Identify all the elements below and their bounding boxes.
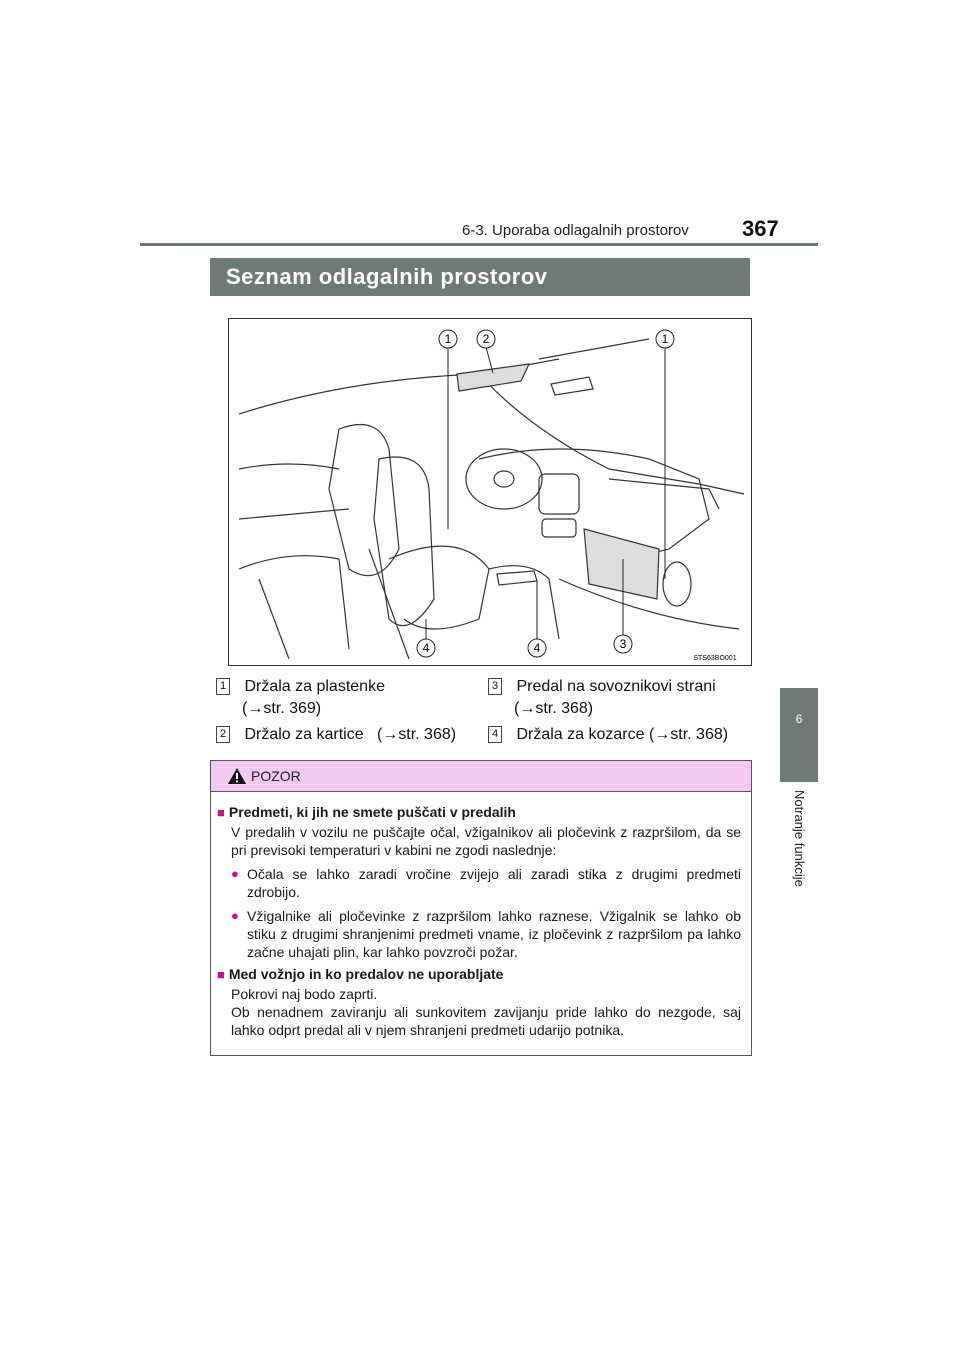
warning-line-1: Pokrovi naj bodo zaprti.	[231, 986, 378, 1002]
callout-4-left: 4	[422, 641, 430, 655]
warning-header	[211, 761, 751, 792]
legend-text-4: Držala za kozarce (→str. 368)	[516, 726, 729, 743]
car-interior-drawing	[229, 319, 751, 665]
dot-bullet-icon: ●	[231, 908, 239, 923]
legend-item-2	[216, 724, 456, 746]
square-bullet-icon: ■	[217, 967, 225, 982]
warning-line-2: Ob nenadnem zaviranju ali sunkovitem zavijanju pride lahko do nezgode, saj lahko odprt predal ali v njem shranjeni predmeti udarijo potnika.	[231, 1004, 741, 1038]
chapter-number: 6	[795, 712, 803, 726]
chapter-label-text: Notranje funkcije	[792, 790, 807, 887]
callout-3: 3	[619, 637, 627, 651]
section-title: Seznam odlagalnih prostorov	[226, 264, 548, 289]
legend-num-2: 2	[216, 726, 230, 743]
warning-intro-1: V predalih v vozilu ne puščajte očal, vžigalnikov ali pločevink z razpršilom, da se pri previsoki temperaturi v kabini ne zgodi naslednje:	[231, 824, 741, 858]
callout-1-left: 1	[444, 332, 452, 346]
legend-ref-1: (→str. 369)	[242, 700, 322, 717]
callout-2: 2	[482, 332, 490, 346]
legend-item-3	[488, 676, 716, 720]
warning-bullet-2: ● Vžigalnike ali pločevinke z razpršilom lahko raznese. Vžigalnik se lahko ob stiku z drugimi shranjenimi predmeti vname, iz pločevink z razpršilom pa lahko začne uhajati plin, kar lahko povzroči požar.	[231, 908, 741, 960]
warning-box	[210, 760, 752, 1056]
legend-text-3: Predal na sovoznikovi strani	[516, 678, 716, 695]
legend-text-1: Držala za plastenke	[244, 678, 385, 695]
warning-heading-2: ■ Med vožnjo in ko predalov ne uporabljate	[217, 966, 504, 982]
figure-code: STS63BO001	[693, 655, 737, 662]
legend-num-4: 4	[488, 726, 502, 743]
legend-text-2: Držalo za kartice (→str. 368)	[244, 726, 457, 743]
warning-triangle-icon	[227, 767, 247, 785]
page-number: 367	[742, 216, 779, 241]
header-section-title: 6-3. Uporaba odlagalnih prostorov	[462, 222, 689, 239]
legend-item-4	[488, 724, 728, 746]
square-bullet-icon: ■	[217, 805, 225, 820]
chapter-tab	[780, 688, 818, 782]
warning-title: POZOR	[251, 768, 301, 784]
chapter-label	[783, 790, 813, 970]
legend-num-1: 1	[216, 678, 230, 695]
car-interior-illustration	[228, 318, 752, 666]
legend-ref-3: (→str. 368)	[514, 700, 594, 717]
warning-heading-1: ■ Predmeti, ki jih ne smete puščati v predalih	[217, 804, 516, 820]
legend-num-3: 3	[488, 678, 502, 695]
header-rule	[140, 243, 818, 246]
callout-1-right: 1	[661, 332, 669, 346]
warning-bullet-1: ● Očala se lahko zaradi vročine zvijejo ali zaradi stika z drugimi predmeti zdrobijo.	[231, 866, 741, 900]
legend-item-1	[216, 676, 385, 720]
callout-4-right: 4	[533, 641, 541, 655]
dot-bullet-icon: ●	[231, 866, 239, 881]
